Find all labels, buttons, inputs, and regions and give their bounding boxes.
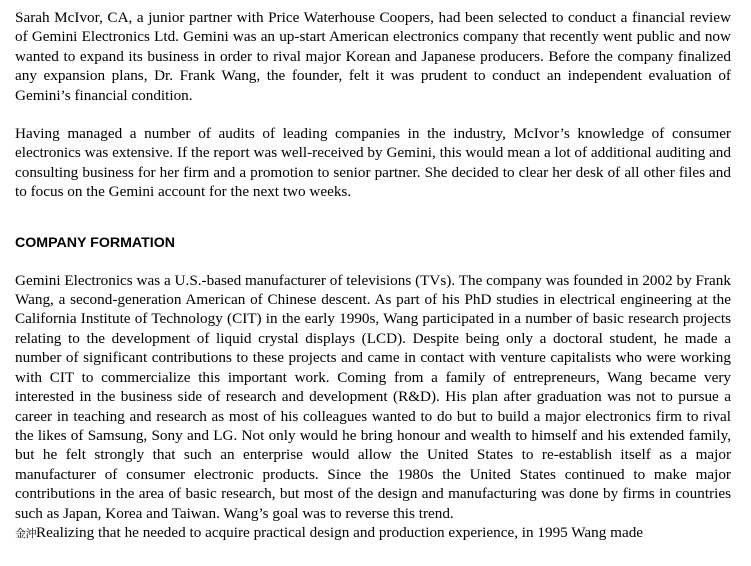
background-paragraph: Having managed a number of audits of leading companies in the industry, McIvor’s knowledge of consumer electronics was extensive. If the report was well-received by Gemini, this would mean a lot of additional auditing and consulting business for her firm and a promotion to senior partner. She decided to clear her desk of all other files and to focus on the Gemini account for the next two weeks. [15,125,731,201]
continuation-text: Realizing that he needed to acquire practical design and production experience, in 1995 Wang made [36,523,644,541]
document-page [15,8,731,543]
intro-paragraph: Sarah McIvor, CA, a junior partner with Price Waterhouse Coopers, had been selected to conduct a financial review of Gemini Electronics Ltd. Gemini was an up-start American electronics company that recently went public and now wanted to expand its business in order to rival major Korean and Japanese producers. Before the company finalized any expansion plans, Dr. Frank Wang, the founder, felt it was prudent to conduct an independent evaluation of Gemini’s financial condition. [15,9,731,104]
company-formation-paragraph: Gemini Electronics was a U.S.-based manufacturer of televisions (TVs). The company was founded in 2002 by Frank Wang, a second-generation American of Chinese descent. As part of his PhD studies in electrical engineering at the California Institute of Technology (CIT) in the early 1990s, Wang participated in a number of basic research projects relating to the development of liquid crystal displays (LCD). Despite being only a doctoral student, he made a number of significant contributions to these projects and came in contact with venture capitalists who were working with CIT to commercialize this important work. Coming from a family of entrepreneurs, Wang became very interested in the business side of research and development (R&D). His plan after graduation was not to pursue a career in teaching and research as most of his colleagues wanted to do but to build a major electronics firm to rival the likes of Samsung, Sony and LG. Not only would he bring honour and wealth to himself and his extended family, but he felt strongly that such an enterprise would allow the United States to re-establish itself as a major manufacturer of consumer electronic products. Since the 1980s the United States continued to make major contributions in the area of basic research, but most of the design and manufacturing was done by firms in countries such as Japan, Korea and Taiwan. Wang’s goal was to reverse this trend. [15,271,731,522]
section-heading: COMPANY FORMATION [15,234,175,251]
garbled-characters: 金沖 [15,526,36,540]
continuation-paragraph [15,523,731,543]
